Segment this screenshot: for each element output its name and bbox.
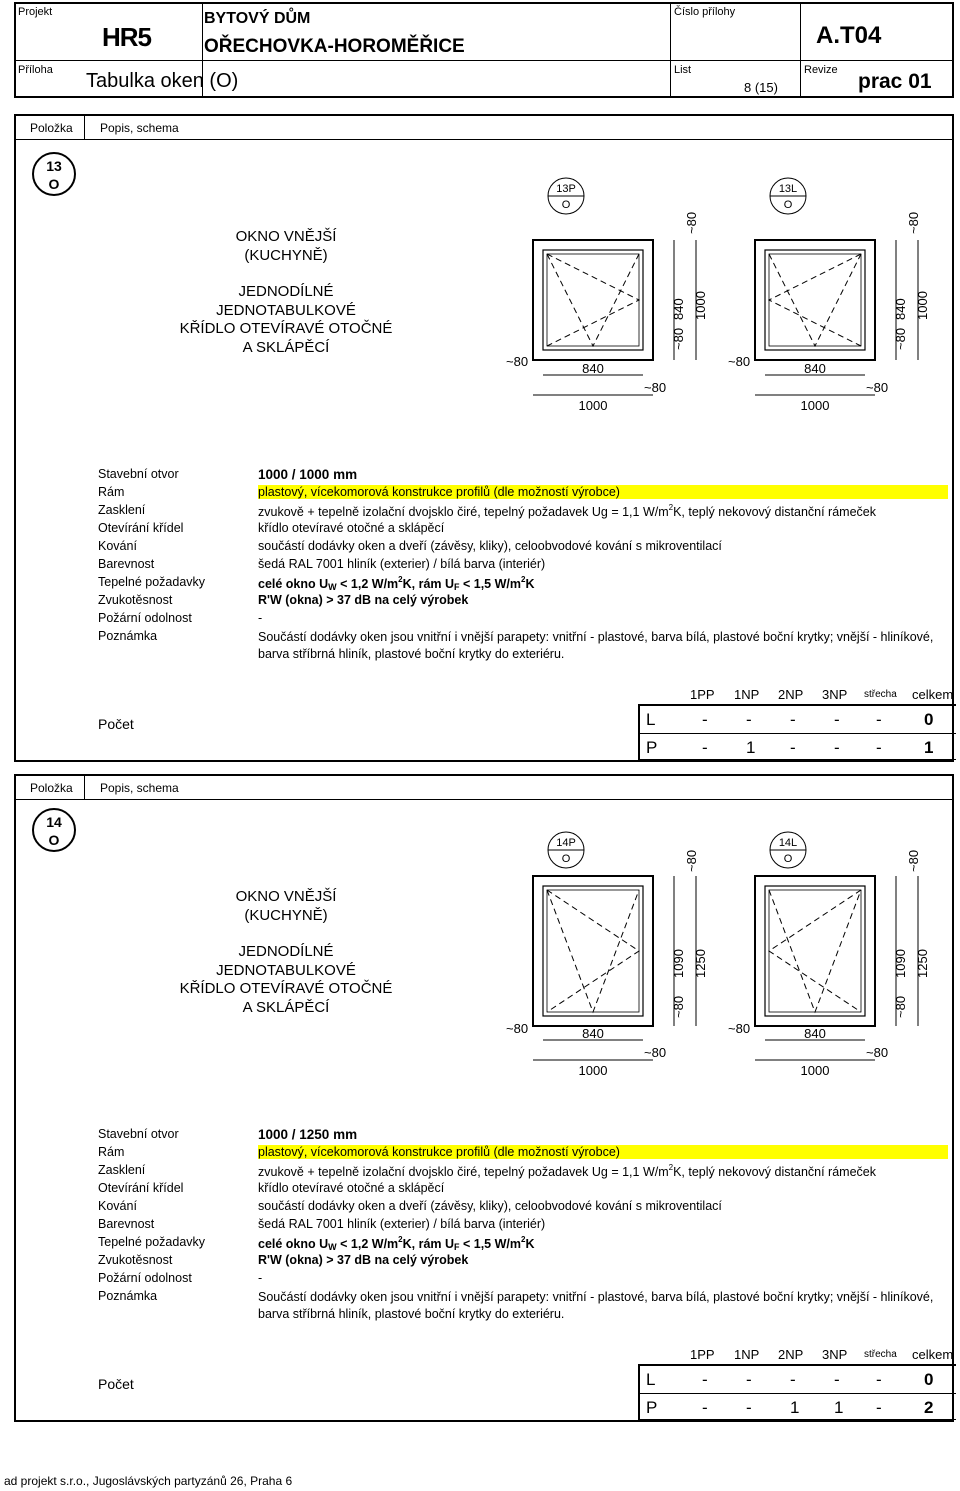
count-cell: - bbox=[746, 710, 752, 729]
dim-label: 1000 bbox=[800, 398, 830, 413]
count-cell: - bbox=[746, 1370, 752, 1389]
item-head bbox=[16, 116, 952, 140]
count-cell: - bbox=[876, 738, 882, 757]
dim-label: 1090 bbox=[893, 949, 908, 978]
desc-line: OKNO VNĚJŠÍ bbox=[235, 228, 337, 245]
spec-tepelne: celé okno $U_W < 1,2$ $W/m^2K$, rám $U_F < 1,5$ $W/m^2K$ bbox=[258, 1235, 535, 1252]
revize-label: Revize bbox=[804, 64, 838, 76]
count-cell: - bbox=[876, 1370, 882, 1389]
list-label: List bbox=[674, 64, 692, 76]
spec-key: Požární odolnost bbox=[98, 611, 192, 625]
spec-key: Rám bbox=[98, 1145, 125, 1159]
spec-key: Zvukotěsnost bbox=[98, 593, 173, 607]
project-code: HR5 bbox=[102, 22, 152, 52]
spec-kovani: součástí dodávky oken a dveří (závěsy, kliky), celoobvodové kování s mikroventilací bbox=[258, 539, 722, 553]
dim-label: ~80 bbox=[671, 327, 686, 350]
window-tag: 13L bbox=[778, 183, 798, 195]
count-head: 1NP bbox=[734, 1347, 760, 1362]
spec-otvor: 1000 / 1000 mm bbox=[258, 467, 358, 482]
spec-key: Otevírání křídel bbox=[98, 1181, 184, 1195]
spec-key: Požární odolnost bbox=[98, 1271, 192, 1285]
desc-line: (KUCHYNĚ) bbox=[244, 906, 328, 924]
spec-poznamka: Součástí dodávky oken jsou vnitřní i vnější parapety: vnitřní - plastové, barva bílá, plastové boční krytky; vnější - hliníkové, barva stříbrná hliník, plastové boční krytky do exteriéru. bbox=[258, 630, 934, 661]
desc-line: OKNO VNĚJŠÍ bbox=[235, 888, 337, 905]
spec-key: Barevnost bbox=[98, 557, 155, 571]
dim-label: 1000 bbox=[578, 1063, 608, 1078]
spec-key: Stavební otvor bbox=[98, 467, 179, 481]
count-cell: - bbox=[790, 710, 796, 729]
item-head bbox=[16, 776, 952, 800]
spec-key: Rám bbox=[98, 485, 125, 499]
spec-barevnost: šedá RAL 7001 hliník (exterier) / bílá barva (interiér) bbox=[258, 1217, 546, 1231]
count-table bbox=[638, 1344, 956, 1420]
spec-tepelne: celé okno $U_W < 1,2$ $W/m^2K$, rám $U_F < 1,5$ $W/m^2K$ bbox=[258, 575, 535, 592]
desc-line: JEDNOTABULKOVÉ bbox=[216, 961, 356, 979]
window-drawing-left bbox=[506, 178, 708, 413]
spec-table bbox=[98, 466, 948, 664]
desc-line: JEDNOTABULKOVÉ bbox=[216, 301, 356, 319]
desc-line: KŘÍDLO OTEVÍRAVÉ OTOČNÉ bbox=[179, 980, 393, 997]
count-total: 2 bbox=[924, 1398, 934, 1417]
window-tag: 13P bbox=[556, 183, 576, 195]
spec-key: Stavební otvor bbox=[98, 1127, 179, 1141]
dim-label: 1250 bbox=[915, 949, 930, 978]
col-popis: Popis, schema bbox=[100, 121, 179, 135]
count-table bbox=[638, 684, 956, 760]
desc-line: JEDNODÍLNÉ bbox=[238, 283, 334, 300]
revize-value: prac 01 bbox=[858, 70, 932, 93]
dim-label: 1250 bbox=[693, 949, 708, 978]
dim-label: ~80 bbox=[506, 1021, 529, 1036]
item-badge bbox=[32, 152, 76, 196]
count-head: celkem bbox=[912, 1347, 954, 1362]
desc-line: A SKLÁPĚCÍ bbox=[242, 338, 330, 356]
count-cell: 1 bbox=[834, 1398, 844, 1417]
desc-line: A SKLÁPĚCÍ bbox=[242, 998, 330, 1016]
spec-pozarni: - bbox=[258, 611, 263, 625]
count-total: 0 bbox=[924, 1370, 934, 1389]
count-cell: - bbox=[876, 1398, 882, 1417]
desc-line: JEDNODÍLNÉ bbox=[238, 943, 334, 960]
count-total: 1 bbox=[924, 738, 934, 757]
spec-key: Tepelné požadavky bbox=[98, 575, 206, 589]
item-type: O bbox=[48, 176, 60, 192]
count-head: 2NP bbox=[778, 687, 804, 702]
dim-label: ~80 bbox=[906, 849, 921, 872]
desc-line: KŘÍDLO OTEVÍRAVÉ OTOČNÉ bbox=[179, 320, 393, 337]
spec-pozarni: - bbox=[258, 1271, 263, 1285]
count-head: 1PP bbox=[690, 1347, 715, 1362]
count-head: 3NP bbox=[822, 687, 848, 702]
dim-label: ~80 bbox=[893, 995, 908, 1018]
spec-table bbox=[98, 1126, 948, 1324]
count-cell: - bbox=[834, 710, 840, 729]
desc-line: (KUCHYNĚ) bbox=[244, 246, 328, 264]
spec-key: Tepelné požadavky bbox=[98, 1235, 206, 1249]
count-cell: - bbox=[746, 1398, 752, 1417]
title-block bbox=[14, 2, 954, 98]
project-title-1: BYTOVÝ DŮM bbox=[204, 10, 311, 27]
count-head: 1PP bbox=[690, 687, 715, 702]
list-number: 8 (15) bbox=[744, 80, 778, 95]
spec-zaskleni: zvukově + tepelně izolační dvojsklo čiré, tepelný požadavek Ug = 1,1 $W/m^2K$, teplý nekovový distanční rámeček bbox=[258, 1163, 876, 1179]
item-number: 14 bbox=[46, 814, 62, 830]
count-head: 2NP bbox=[778, 1347, 804, 1362]
dim-label: 1090 bbox=[671, 949, 686, 978]
dim-label: 1000 bbox=[578, 398, 608, 413]
dim-label: 1000 bbox=[800, 1063, 830, 1078]
window-tag-sub: O bbox=[561, 853, 571, 865]
dim-label: ~80 bbox=[506, 354, 529, 369]
dim-label: 840 bbox=[582, 1026, 604, 1041]
window-drawing-right bbox=[728, 832, 930, 1078]
dim-label: ~80 bbox=[728, 354, 751, 369]
spec-key: Kování bbox=[98, 1199, 137, 1213]
col-polozka: Položka bbox=[30, 121, 73, 135]
window-drawing-left bbox=[506, 832, 708, 1078]
spec-otevirani: křídlo otevíravé otočné a sklápěcí bbox=[258, 1181, 445, 1195]
count-cell: - bbox=[702, 1370, 708, 1389]
window-tag-sub: O bbox=[561, 199, 571, 211]
project-title-2: OŘECHOVKA-HOROMĚŘICE bbox=[204, 36, 465, 57]
footer: ad projekt s.r.o., Jugoslávských partyzánů 26, Praha 6 bbox=[4, 1474, 293, 1488]
priloha-label: Příloha bbox=[18, 64, 53, 76]
count-label: Počet bbox=[98, 1376, 134, 1392]
cislo-prilohy: A.T04 bbox=[816, 22, 882, 49]
window-tag: 14P bbox=[556, 837, 576, 849]
spec-key: Otevírání křídel bbox=[98, 521, 184, 535]
count-head: střecha bbox=[864, 689, 897, 700]
count-cell: - bbox=[834, 738, 840, 757]
count-total: 0 bbox=[924, 710, 934, 729]
count-head: střecha bbox=[864, 1349, 897, 1360]
spec-key: Poznámka bbox=[98, 629, 158, 643]
dim-label: ~80 bbox=[866, 380, 889, 395]
count-cell: - bbox=[702, 738, 708, 757]
window-drawing-right bbox=[728, 178, 930, 413]
spec-barevnost: šedá RAL 7001 hliník (exterier) / bílá barva (interiér) bbox=[258, 557, 546, 571]
window-schema bbox=[486, 170, 946, 420]
dim-label: ~80 bbox=[644, 1045, 667, 1060]
window-schema bbox=[486, 828, 946, 1084]
spec-key: Poznámka bbox=[98, 1289, 158, 1303]
col-popis: Popis, schema bbox=[100, 781, 179, 795]
item-13 bbox=[14, 114, 954, 762]
count-cell: 1 bbox=[746, 738, 756, 757]
spec-key: Zvukotěsnost bbox=[98, 1253, 173, 1267]
dim-label: ~80 bbox=[644, 380, 667, 395]
count-cell: L bbox=[646, 1370, 656, 1389]
spec-key: Barevnost bbox=[98, 1217, 155, 1231]
spec-zaskleni: zvukově + tepelně izolační dvojsklo čiré, tepelný požadavek Ug = 1,1 $W/m^2K$, teplý nekovový distanční rámeček bbox=[258, 503, 876, 519]
spec-otvor: 1000 / 1250 mm bbox=[258, 1127, 358, 1142]
dim-label: ~80 bbox=[684, 211, 699, 234]
spec-key: Zasklení bbox=[98, 503, 146, 517]
count-head: celkem bbox=[912, 687, 954, 702]
count-head: 1NP bbox=[734, 687, 760, 702]
item-description bbox=[166, 228, 406, 357]
dim-label: 840 bbox=[804, 1026, 826, 1041]
item-type: O bbox=[48, 832, 60, 848]
col-polozka: Položka bbox=[30, 781, 73, 795]
spec-kovani: součástí dodávky oken a dveří (závěsy, kliky), celoobvodové kování s mikroventilací bbox=[258, 1199, 722, 1213]
window-tag: 14L bbox=[778, 837, 798, 849]
spec-key: Kování bbox=[98, 539, 137, 553]
count-cell: - bbox=[834, 1370, 840, 1389]
count-cell: - bbox=[790, 1370, 796, 1389]
count-cell: P bbox=[646, 1398, 658, 1417]
spec-ram: plastový, vícekomorová konstrukce profilů (dle možností výrobce) bbox=[258, 485, 948, 499]
item-14 bbox=[14, 774, 954, 1422]
spec-zvuk: R'W (okna) > 37 dB na celý výrobek bbox=[258, 1253, 469, 1267]
item-badge bbox=[32, 808, 76, 852]
dim-label: 840 bbox=[893, 298, 908, 320]
spec-poznamka: Součástí dodávky oken jsou vnitřní i vnější parapety: vnitřní - plastové, barva bílá, plastové boční krytky; vnější - hliníkové, barva stříbrná hliník, plastové boční krytky do exteriéru. bbox=[258, 1290, 934, 1321]
count-cell: 1 bbox=[790, 1398, 800, 1417]
item-description bbox=[166, 888, 406, 1017]
spec-zvuk: R'W (okna) > 37 dB na celý výrobek bbox=[258, 593, 469, 607]
count-head: 3NP bbox=[822, 1347, 848, 1362]
dim-label: ~80 bbox=[866, 1045, 889, 1060]
count-cell: L bbox=[646, 710, 656, 729]
dim-label: 1000 bbox=[915, 291, 930, 320]
window-tag-sub: O bbox=[783, 199, 793, 211]
count-cell: - bbox=[702, 710, 708, 729]
dim-label: 840 bbox=[582, 361, 604, 376]
dim-label: 840 bbox=[804, 361, 826, 376]
cislo-prilohy-label: Číslo přílohy bbox=[674, 6, 736, 18]
dim-label: 840 bbox=[671, 298, 686, 320]
spec-ram: plastový, vícekomorová konstrukce profilů (dle možností výrobce) bbox=[258, 1145, 948, 1159]
dim-label: ~80 bbox=[728, 1021, 751, 1036]
dim-label: ~80 bbox=[893, 327, 908, 350]
dim-label: 1000 bbox=[693, 291, 708, 320]
dim-label: ~80 bbox=[684, 849, 699, 872]
count-cell: - bbox=[876, 710, 882, 729]
spec-otevirani: křídlo otevíravé otočné a sklápěcí bbox=[258, 521, 445, 535]
count-cell: P bbox=[646, 738, 658, 757]
count-cell: - bbox=[702, 1398, 708, 1417]
projekt-label: Projekt bbox=[18, 6, 53, 18]
spec-key: Zasklení bbox=[98, 1163, 146, 1177]
count-label: Počet bbox=[98, 716, 134, 732]
item-number: 13 bbox=[46, 158, 62, 174]
dim-label: ~80 bbox=[906, 211, 921, 234]
priloha-title: Tabulka oken (O) bbox=[86, 70, 239, 92]
dim-label: ~80 bbox=[671, 995, 686, 1018]
window-tag-sub: O bbox=[783, 853, 793, 865]
count-cell: - bbox=[790, 738, 796, 757]
